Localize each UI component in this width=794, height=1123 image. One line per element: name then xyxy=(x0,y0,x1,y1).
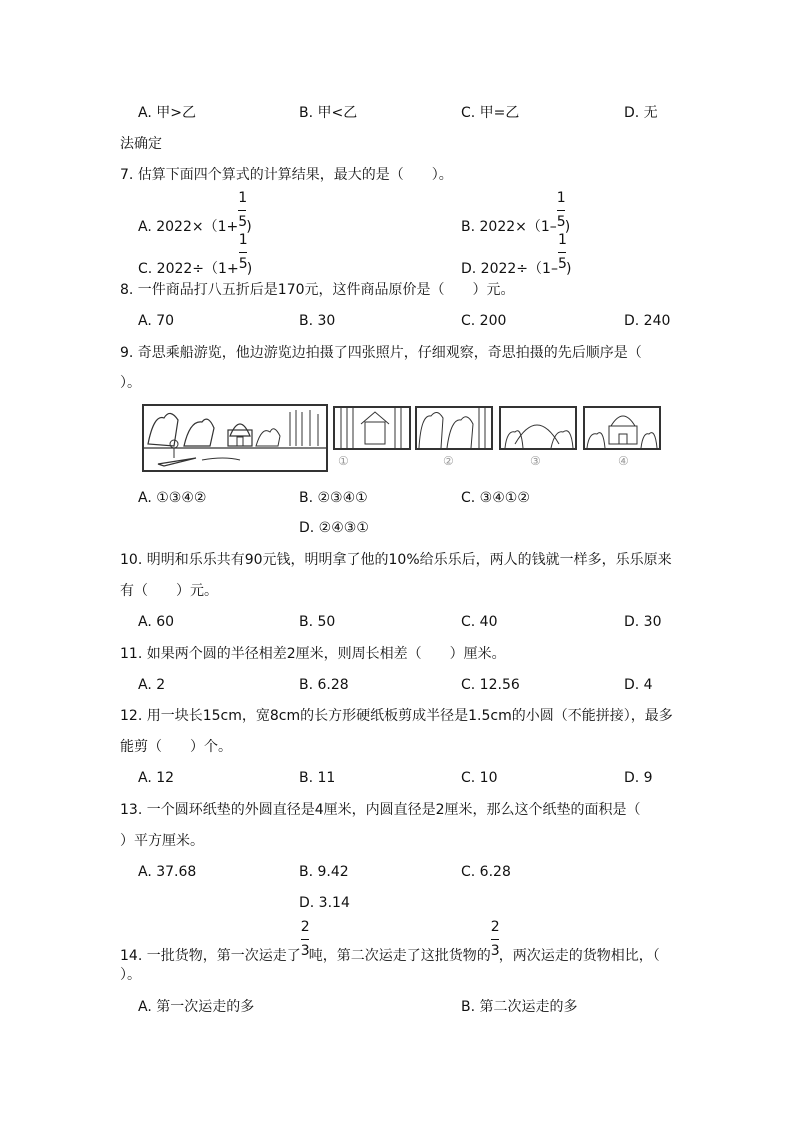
forest-house-drawing xyxy=(335,408,409,448)
q7-option-c[interactable] xyxy=(138,232,253,278)
q7-d-prefix: D. 2022÷（1– xyxy=(461,261,558,277)
fraction-numerator: 2 xyxy=(490,919,500,935)
q6-option-c[interactable]: C. 甲=乙 xyxy=(461,105,520,121)
photo-4 xyxy=(583,406,661,450)
river-scene-drawing xyxy=(144,406,326,470)
fraction-bar xyxy=(558,252,566,253)
hill-drawing xyxy=(501,408,575,448)
q11-stem: 11. 如果两个圆的半径相差2厘米，则周长相差（ ）厘米。 xyxy=(120,646,506,662)
q13-stem-line2: ）平方厘米。 xyxy=(120,833,204,849)
q12-stem-line1: 12. 用一块长15cm，宽8cm的长方形硬纸板剪成半径是1.5cm的小圆（不能拼接），最多 xyxy=(120,708,673,724)
q10-option-b[interactable]: B. 50 xyxy=(299,614,336,630)
q8-stem: 8. 一件商品打八五折后是170元，这件商品原价是（ ）元。 xyxy=(120,282,515,298)
fraction-denominator: 5 xyxy=(556,214,566,230)
q12-option-c[interactable]: C. 10 xyxy=(461,770,498,786)
q13-option-c[interactable]: C. 6.28 xyxy=(461,864,511,880)
q7-option-a[interactable] xyxy=(138,190,252,236)
q9-stem-line2: ）。 xyxy=(120,375,141,391)
q13-stem-line1: 13. 一个圆环纸垫的外圆直径是4厘米，内圆直径是2厘米，那么这个纸垫的面积是（ xyxy=(120,802,641,818)
q6-option-d-continued: 法确定 xyxy=(120,136,162,152)
q12-option-b[interactable]: B. 11 xyxy=(299,770,336,786)
close-paren: ) xyxy=(246,261,253,277)
q13-option-d[interactable]: D. 3.14 xyxy=(299,895,350,911)
photo-4-label: ④ xyxy=(618,454,629,468)
fraction-numerator: 1 xyxy=(556,190,566,206)
fraction-numerator: 1 xyxy=(238,190,248,206)
q13-option-a[interactable]: A. 37.68 xyxy=(138,864,197,880)
fraction xyxy=(490,919,500,960)
fraction-bar xyxy=(239,252,247,253)
q8-option-c[interactable]: C. 200 xyxy=(461,313,507,329)
q9-stem-line1: 9. 奇思乘船游览，他边游览边拍摄了四张照片，仔细观察，奇思拍摄的先后顺序是（ xyxy=(120,345,642,361)
photo-3 xyxy=(499,406,577,450)
q12-stem-line2: 能剪（ ）个。 xyxy=(120,739,232,755)
q9-option-a[interactable]: A. ①③④② xyxy=(138,490,207,506)
q14-stem-part-b: 吨，第二次运走了这批货物的 xyxy=(308,948,491,964)
photo-2-label: ② xyxy=(443,454,454,468)
q14-stem-part-a: 14. 一批货物，第一次运走了 xyxy=(120,948,301,964)
q7-stem: 7. 估算下面四个算式的计算结果，最大的是（ ）。 xyxy=(120,167,453,183)
q8-option-b[interactable]: B. 30 xyxy=(299,313,336,329)
q9-option-d[interactable]: D. ②④③① xyxy=(299,520,369,536)
fraction-denominator: 5 xyxy=(238,214,248,230)
q7-b-prefix: B. 2022×（1– xyxy=(461,219,557,235)
q12-option-a[interactable]: A. 12 xyxy=(138,770,175,786)
q7-option-b[interactable] xyxy=(461,190,571,236)
photo-1-label: ① xyxy=(338,454,349,468)
q6-option-d[interactable]: D. 无 xyxy=(624,105,658,121)
q7-a-prefix: A. 2022×（1+ xyxy=(138,219,239,235)
q11-option-b[interactable]: B. 6.28 xyxy=(299,677,349,693)
pagoda-drawing xyxy=(585,408,659,448)
fraction xyxy=(300,919,310,960)
q10-option-d[interactable]: D. 30 xyxy=(624,614,662,630)
fraction-bar xyxy=(491,939,499,940)
fraction xyxy=(238,232,248,273)
q6-option-a[interactable]: A. 甲>乙 xyxy=(138,105,196,121)
q7-option-d[interactable] xyxy=(461,232,572,278)
fraction xyxy=(238,190,248,231)
fraction-denominator: 3 xyxy=(490,943,500,959)
fraction-numerator: 1 xyxy=(238,232,248,248)
q11-option-a[interactable]: A. 2 xyxy=(138,677,166,693)
q14-stem-line2: ）。 xyxy=(120,967,141,983)
q6-option-b[interactable]: B. 甲<乙 xyxy=(299,105,358,121)
fraction xyxy=(557,232,567,273)
q14-option-b[interactable]: B. 第二次运走的多 xyxy=(461,999,578,1015)
q9-option-c[interactable]: C. ③④①② xyxy=(461,490,530,506)
fraction-denominator: 3 xyxy=(300,943,310,959)
q7-c-prefix: C. 2022÷（1+ xyxy=(138,261,239,277)
photo-2 xyxy=(415,406,493,450)
close-paren: ) xyxy=(564,219,571,235)
q12-option-d[interactable]: D. 9 xyxy=(624,770,653,786)
trees-drawing xyxy=(417,408,491,448)
fraction-bar xyxy=(557,210,565,211)
q10-stem-line2: 有（ ）元。 xyxy=(120,583,218,599)
q9-option-b[interactable]: B. ②③④① xyxy=(299,490,368,506)
photo-1 xyxy=(333,406,411,450)
fraction-denominator: 5 xyxy=(557,256,567,272)
fraction-numerator: 2 xyxy=(300,919,310,935)
q8-option-d[interactable]: D. 240 xyxy=(624,313,671,329)
q8-option-a[interactable]: A. 70 xyxy=(138,313,175,329)
q14-option-a[interactable]: A. 第一次运走的多 xyxy=(138,999,255,1015)
q11-option-c[interactable]: C. 12.56 xyxy=(461,677,520,693)
fraction-bar xyxy=(301,939,309,940)
close-paren: ) xyxy=(246,219,252,235)
fraction-denominator: 5 xyxy=(238,256,248,272)
q10-stem-line1: 10. 明明和乐乐共有90元钱，明明拿了他的10%给乐乐后，两人的钱就一样多，乐乐原来 xyxy=(120,552,672,568)
fraction-bar xyxy=(238,210,246,211)
close-paren: ) xyxy=(565,261,572,277)
q10-option-a[interactable]: A. 60 xyxy=(138,614,175,630)
q14-stem-part-c: ，两次运走的货物相比，（ xyxy=(498,948,660,964)
fraction xyxy=(556,190,566,231)
photo-3-label: ③ xyxy=(530,454,541,468)
q14-stem-line1 xyxy=(120,919,660,965)
fraction-numerator: 1 xyxy=(557,232,567,248)
q11-option-d[interactable]: D. 4 xyxy=(624,677,653,693)
river-scene-picture xyxy=(142,404,328,472)
q13-option-b[interactable]: B. 9.42 xyxy=(299,864,349,880)
q10-option-c[interactable]: C. 40 xyxy=(461,614,498,630)
